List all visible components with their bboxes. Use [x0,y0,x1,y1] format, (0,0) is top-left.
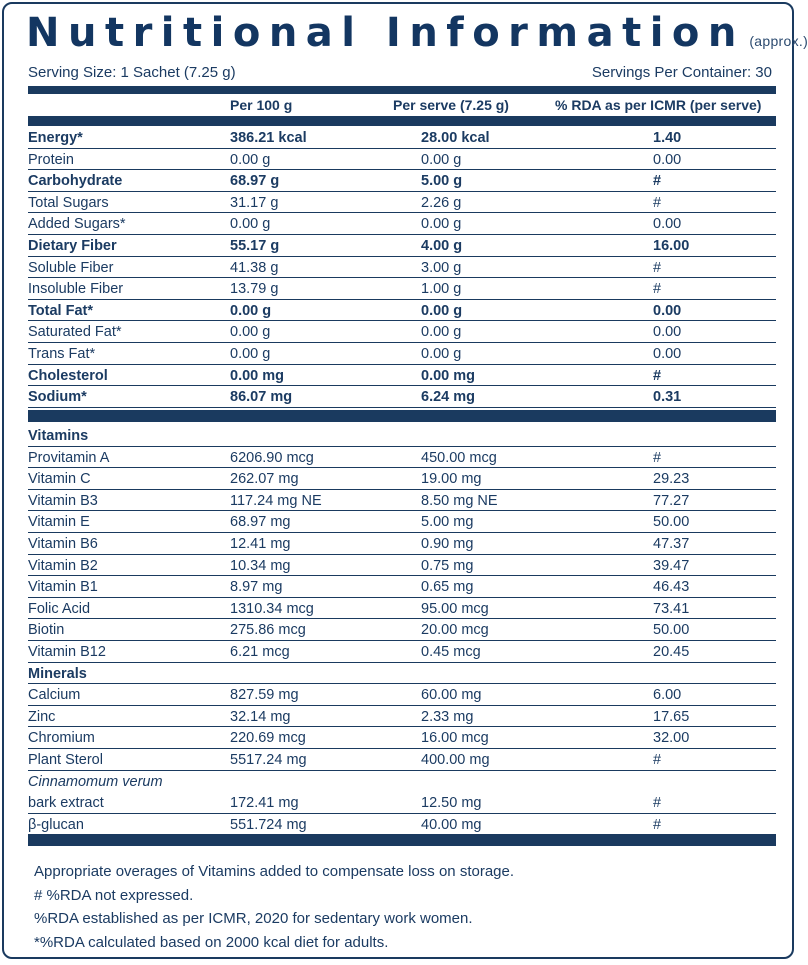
nutrient-name: Cholesterol [28,367,108,384]
per-serve-value: 5.00 g [421,173,463,190]
nutrient-name: Cinnamomum verum [28,773,163,790]
per-100g-value: 0.00 mg [230,367,284,384]
per-serve-value: 28.00 kcal [421,130,490,146]
nutrient-name: Biotin [28,622,65,639]
rda-value: # [653,259,662,276]
table-row [28,706,776,728]
table-row [28,619,776,641]
rda-value: 0.31 [653,389,682,406]
footnote: Appropriate overages of Vitamins added to compensate loss on storage. [34,863,515,880]
table-row [28,641,776,663]
nutrient-name: Vitamin B1 [28,579,98,596]
per-100g-value: 86.07 mg [230,389,293,406]
table-row [28,792,776,814]
per-serve-value: 60.00 mg [421,687,482,704]
nutrient-name: Provitamin A [28,449,110,466]
per-100g-value: 1310.34 mcg [230,600,314,617]
nutrient-name: Carbohydrate [28,173,123,190]
per-100g-value: 275.86 mcg [230,622,306,639]
per-serve-value: 5.00 mg [421,514,474,531]
nutrient-name: Soluble Fiber [28,259,114,276]
header-per-100g: Per 100 g [230,97,293,113]
nutrient-name: Plant Sterol [28,751,103,768]
per-serve-value: 450.00 mcg [421,449,497,466]
nutrient-name: Energy* [28,130,83,146]
title-main: Nutritional Information [26,10,745,56]
per-100g-value: 68.97 mg [230,514,291,531]
rda-value: # [653,194,662,211]
table-row [28,598,776,620]
label-title [26,8,808,58]
table-row [28,684,776,706]
per-serve-value: 0.00 g [421,302,463,319]
per-serve-value: 0.00 g [421,324,462,341]
per-100g-value: 551.724 mg [230,816,307,833]
nutrient-name: Vitamin B2 [28,557,98,574]
per-100g-value: 220.69 mcg [230,730,306,747]
per-serve-value: 6.24 mg [421,389,475,406]
serving-info [28,64,772,82]
section-divider [28,410,776,422]
table-row [28,170,776,192]
rda-value: 47.37 [653,535,690,552]
table-row [28,192,776,214]
per-100g-value: 0.00 g [230,345,271,362]
nutrient-name: Chromium [28,730,95,747]
nutrient-name: bark extract [28,795,104,812]
rda-value: 20.45 [653,643,690,660]
footnote: %RDA established as per ICMR, 2020 for sedentary work women. [34,910,473,927]
per-serve-value: 40.00 mg [421,816,482,833]
rda-value: 29.23 [653,471,690,488]
nutrient-name: Zinc [28,708,56,725]
servings-per-container: Servings Per Container: 30 [591,64,772,81]
rda-value: 0.00 [653,302,682,319]
title-approx: (approx.) [749,33,808,49]
table-row [28,149,776,171]
table-row [28,365,776,387]
nutrient-name: Vitamin C [28,471,91,488]
per-100g-value: 32.14 mg [230,708,291,725]
nutrient-name: Vitamin B12 [28,643,106,660]
rda-value: 0.00 [653,345,682,362]
nutrition-label [2,2,808,959]
nutrient-name: Protein [28,151,74,168]
nutrient-name: Vitamin E [28,514,90,531]
rda-value: 17.65 [653,708,690,725]
rda-value: 1.40 [653,130,682,146]
per-serve-value: 0.65 mg [421,579,474,596]
nutrients-table [28,127,776,408]
per-100g-value: 5517.24 mg [230,751,307,768]
table-row [28,213,776,235]
per-serve-value: 20.00 mcg [421,622,489,639]
rda-value: 0.00 [653,324,682,341]
rda-value: # [653,281,662,298]
table-row [28,663,776,685]
nutrient-name: Insoluble Fiber [28,281,124,298]
table-row [28,576,776,598]
per-100g-value: 31.17 g [230,194,279,211]
per-serve-value: 8.50 mg NE [421,492,498,509]
per-serve-value: 0.00 g [421,216,462,233]
per-100g-value: 0.00 g [230,324,271,341]
per-100g-value: 386.21 kcal [230,130,307,146]
column-headers [28,96,776,116]
per-serve-value: 0.00 mg [421,367,475,384]
rda-value: # [653,449,662,466]
per-serve-value: 0.90 mg [421,535,474,552]
nutrient-name: β-glucan [28,816,84,833]
per-serve-value: 2.33 mg [421,708,474,725]
header-per-serve: Per serve (7.25 g) [393,97,509,113]
rda-value: 50.00 [653,514,690,531]
per-serve-value: 3.00 g [421,259,462,276]
nutrient-name: Vitamins [28,428,89,444]
per-serve-value: 4.00 g [421,237,463,254]
rda-value: # [653,367,662,384]
rda-value: 73.41 [653,600,690,617]
table-row [28,127,776,149]
rda-value: 77.27 [653,492,690,509]
nutrient-name: Vitamin B3 [28,492,98,509]
per-serve-value: 0.00 g [421,151,462,168]
per-100g-value: 10.34 mg [230,557,291,574]
nutrient-name: Sodium* [28,389,87,406]
rda-value: 16.00 [653,237,690,254]
per-serve-value: 12.50 mg [421,795,482,812]
table-row [28,300,776,322]
footnotes [34,860,772,954]
table-row [28,555,776,577]
table-row [28,533,776,555]
rda-value: # [653,795,662,812]
per-serve-value: 19.00 mg [421,471,482,488]
nutrient-name: Trans Fat* [28,345,96,362]
per-100g-value: 41.38 g [230,259,279,276]
per-100g-value: 13.79 g [230,281,279,298]
nutrient-name: Total Fat* [28,302,93,319]
per-serve-value: 1.00 g [421,281,462,298]
nutrient-name: Calcium [28,687,81,704]
rda-value: 39.47 [653,557,690,574]
per-100g-value: 6206.90 mcg [230,449,314,466]
table-row [28,771,776,793]
table-row [28,257,776,279]
nutrient-name: Minerals [28,665,87,682]
per-serve-value: 95.00 mcg [421,600,489,617]
per-serve-value: 0.00 g [421,345,462,362]
table-row [28,511,776,533]
rda-value: 32.00 [653,730,690,747]
per-serve-value: 0.45 mcg [421,643,481,660]
table-row [28,490,776,512]
table-row [28,468,776,490]
table-row [28,278,776,300]
nutrient-name: Dietary Fiber [28,237,117,254]
per-serve-value: 0.75 mg [421,557,474,574]
per-100g-value: 117.24 mg NE [230,492,322,509]
rda-value: # [653,816,662,833]
rda-value: # [653,173,662,190]
table-row [28,343,776,365]
top-divider [28,86,776,94]
nutrient-name: Saturated Fat* [28,324,122,341]
per-100g-value: 6.21 mcg [230,643,290,660]
per-serve-value: 400.00 mg [421,751,490,768]
nutrient-name: Vitamin B6 [28,535,98,552]
header-rda: % RDA as per ICMR (per serve) [555,97,762,113]
rda-value: 0.00 [653,151,682,168]
nutrient-name: Added Sugars* [28,216,126,233]
rda-value: 50.00 [653,622,690,639]
nutrient-name: Folic Acid [28,600,91,617]
bottom-divider [28,834,776,846]
per-100g-value: 262.07 mg [230,471,299,488]
per-serve-value: 16.00 mcg [421,730,489,747]
per-100g-value: 172.41 mg [230,795,299,812]
footnote: # %RDA not expressed. [34,886,194,904]
rda-value: 0.00 [653,216,682,233]
per-100g-value: 827.59 mg [230,687,299,704]
per-100g-value: 0.00 g [230,151,271,168]
table-row [28,727,776,749]
per-serve-value: 2.26 g [421,194,462,211]
nutrient-name: Total Sugars [28,194,109,211]
micronutrients-table [28,425,776,835]
per-100g-value: 0.00 g [230,216,271,233]
rda-value: # [653,751,662,768]
footnote: *%RDA calculated based on 2000 kcal diet for adults. [34,933,389,951]
per-100g-value: 8.97 mg [230,579,283,596]
per-100g-value: 55.17 g [230,237,280,254]
rda-value: 6.00 [653,687,682,704]
table-row [28,235,776,257]
table-row [28,749,776,771]
header-divider [28,116,776,126]
rda-value: 46.43 [653,579,690,596]
table-row [28,447,776,469]
table-row [28,386,776,408]
per-100g-value: 68.97 g [230,173,280,190]
per-100g-value: 0.00 g [230,302,272,319]
per-100g-value: 12.41 mg [230,535,291,552]
table-row [28,425,776,447]
serving-size: Serving Size: 1 Sachet (7.25 g) [28,64,236,81]
table-row [28,814,776,836]
table-row [28,321,776,343]
